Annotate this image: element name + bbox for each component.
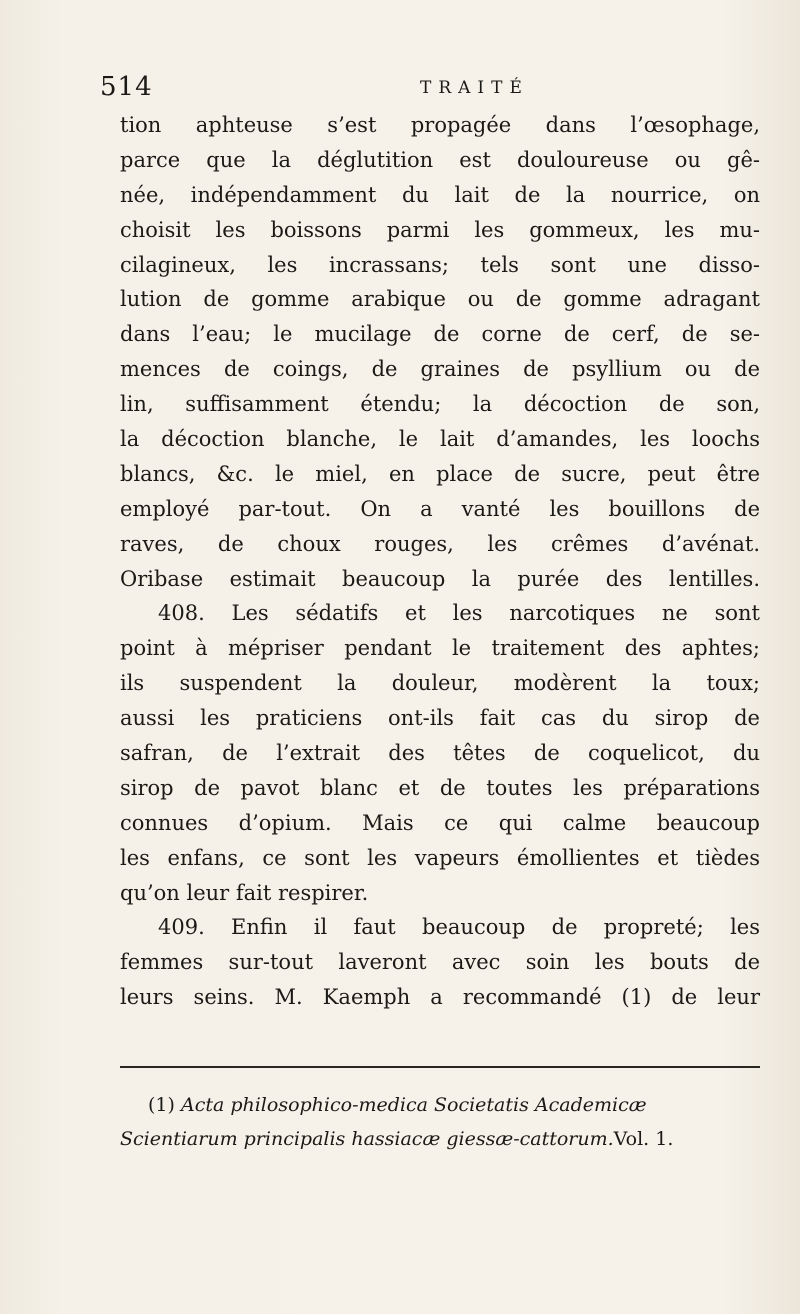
footnote — [120, 1088, 760, 1156]
text-line: safran, de l’extrait des têtes de coquelicot, du — [120, 741, 760, 766]
text-line: parce que la déglutition est douloureuse ou gê- — [120, 147, 760, 172]
text-line: les enfans, ce sont les vapeurs émollientes et tièdes — [120, 845, 760, 870]
footnote-line — [120, 1088, 760, 1122]
text-line: la décoction blanche, le lait d’amandes, les loochs — [120, 427, 760, 452]
text-line: 408. Les sédatifs et les narcotiques ne sont — [158, 601, 760, 626]
text-line: lin, suffisamment étendu; la décoction de son, — [120, 392, 760, 417]
text-line: femmes sur-tout laveront avec soin les bouts de — [120, 950, 760, 975]
text-line: lution de gomme arabique ou de gomme adragant — [120, 287, 760, 312]
page-header — [100, 66, 760, 106]
text-line: blancs, &c. le miel, en place de sucre, peut être — [120, 461, 760, 486]
text-line: mences de coings, de graines de psyllium ou de — [120, 357, 760, 382]
footnote-rule — [120, 1066, 760, 1068]
text-line: née, indépendamment du lait de la nourrice, on — [120, 182, 760, 207]
footnote-marker: (1) — [148, 1094, 175, 1116]
footnote-line — [120, 1122, 760, 1156]
text-line: qu’on leur fait respirer. — [120, 880, 369, 905]
running-title: TRAITÉ — [420, 78, 529, 98]
text-line: point à mépriser pendant le traitement des aphtes; — [120, 636, 760, 661]
footnote-citation: Acta philosophico-medica Societatis Academicæ — [180, 1094, 647, 1116]
text-line: employé par-tout. On a vanté les bouillons de — [120, 496, 760, 521]
text-line: cilagineux, les incrassans; tels sont une disso- — [120, 252, 760, 277]
footnote-volume: Vol. 1. — [613, 1128, 674, 1150]
text-line: leurs seins. M. Kaemph a recommandé (1) de leur — [120, 985, 760, 1010]
text-line: ils suspendent la douleur, modèrent la toux; — [120, 671, 760, 696]
text-line: choisit les boissons parmi les gommeux, les mu- — [120, 217, 760, 242]
text-line: 409. Enfin il faut beaucoup de propreté; les — [158, 915, 760, 940]
text-line: dans l’eau; le mucilage de corne de cerf, de se- — [120, 322, 760, 347]
footnote-citation-cont: Scientiarum principalis hassiacæ giessæ-cattorum. — [120, 1128, 614, 1150]
text-line: tion aphteuse s’est propagée dans l’œsophage, — [120, 113, 760, 137]
body-text — [120, 108, 760, 1015]
page-number: 514 — [100, 72, 153, 102]
text-line: raves, de choux rouges, les crêmes d’avénat. — [120, 531, 760, 556]
text-line: sirop de pavot blanc et de toutes les préparations — [120, 775, 760, 800]
text-line: Oribase estimait beaucoup la purée des lentilles. — [120, 566, 760, 591]
text-line: aussi les praticiens ont-ils fait cas du sirop de — [120, 706, 760, 731]
text-line: connues d’opium. Mais ce qui calme beaucoup — [120, 810, 760, 835]
